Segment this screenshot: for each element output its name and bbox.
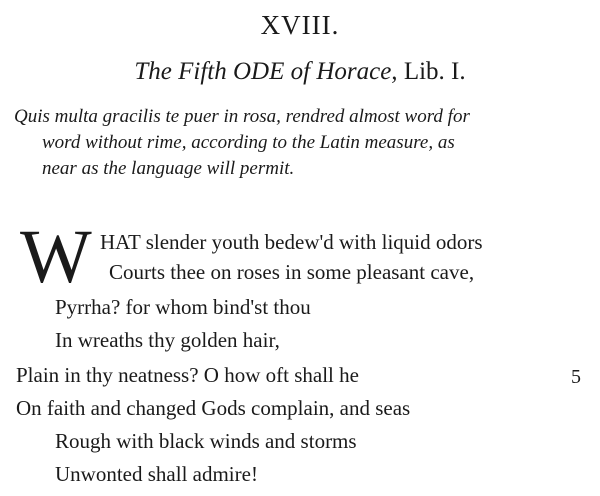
ode-title-italic: The Fifth ODE of Horace, bbox=[134, 58, 398, 85]
drop-cap: W bbox=[20, 215, 92, 299]
poem-line-6: On faith and changed Gods complain, and seas bbox=[16, 396, 411, 420]
poem-line-3: Pyrrha? for whom bind'st thou bbox=[55, 295, 311, 319]
ode-title bbox=[0, 58, 600, 86]
poem-line-7: Rough with black winds and storms bbox=[55, 429, 357, 453]
poem-line-4: In wreaths thy golden hair, bbox=[55, 328, 280, 352]
poem-line-2: Courts thee on roses in some pleasant cave, bbox=[109, 260, 475, 284]
poem-line-5: Plain in thy neatness? O how oft shall he bbox=[16, 363, 359, 387]
poem-line-1: HAT slender youth bedew'd with liquid odors bbox=[100, 230, 483, 254]
line-number: 5 bbox=[571, 366, 581, 388]
ode-title-book: Lib. I. bbox=[403, 58, 466, 85]
intro-line-1: Quis multa gracilis te puer in rosa, rendred almost word for bbox=[14, 106, 470, 127]
intro-line-3: near as the language will permit. bbox=[42, 158, 295, 179]
ode-number: XVIII. bbox=[260, 10, 340, 40]
poem-line-8: Unwonted shall admire! bbox=[55, 462, 258, 486]
intro-line-2: word without rime, according to the Latin measure, as bbox=[42, 132, 455, 153]
